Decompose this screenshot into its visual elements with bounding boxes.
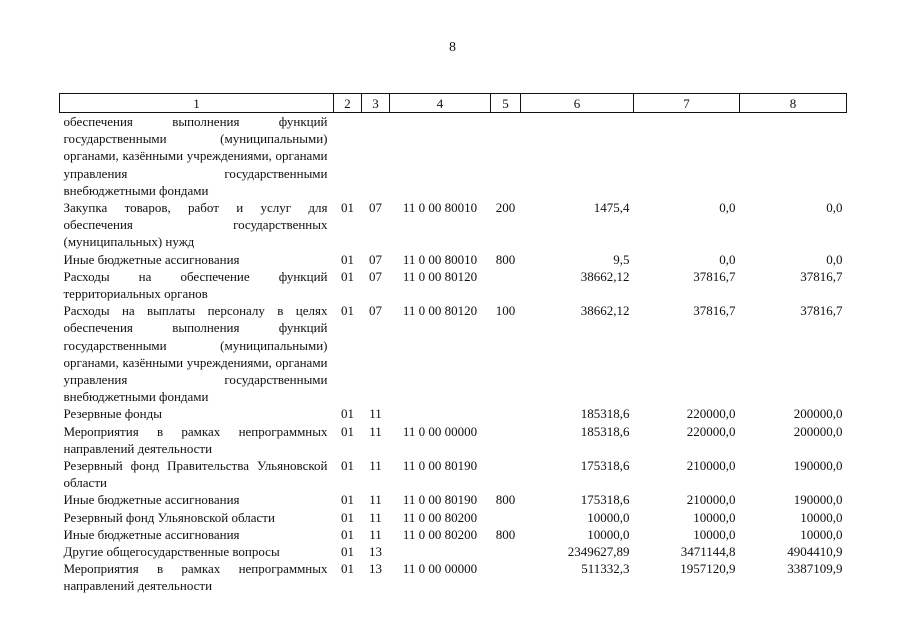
row-target-article: 11 0 00 80190 <box>402 492 478 508</box>
row-amount-col-7: 1957120,9 <box>680 561 736 577</box>
row-subsection-code: 11 <box>369 423 382 439</box>
row-subsection-code <box>362 113 390 200</box>
row-name: Резервный фонд Правительства Ульяновской области <box>63 458 328 491</box>
row-subsection-code: 11 <box>369 492 382 508</box>
row-amount-col-7: 210000,0 <box>686 458 736 474</box>
table-row <box>60 457 847 491</box>
table-row <box>60 423 847 457</box>
row-name: Расходы на выплаты персоналу в целях обеспечения выполнения функций государственными (муниципальными) органами, казёнными учреждениями, органами управления государственными внебюджетными фондами <box>63 303 328 405</box>
row-expense-type: 800 <box>495 251 516 267</box>
row-section-code: 01 <box>341 423 354 439</box>
row-name: Закупка товаров, работ и услуг для обеспечения государственных (муниципальных) нужд <box>63 200 328 250</box>
row-amount-col-7: 10000,0 <box>693 526 736 542</box>
row-subsection-code: 07 <box>369 303 382 319</box>
table-row <box>60 302 847 405</box>
row-name: Мероприятия в рамках непрограммных направлений деятельности <box>63 561 328 594</box>
row-subsection-code: 11 <box>369 526 382 542</box>
row-amount-col-8: 37816,7 <box>800 268 843 284</box>
header-col-1: 1 <box>60 94 334 113</box>
row-amount-col-6: 38662,12 <box>580 268 630 284</box>
row-amount-col-6: 10000,0 <box>587 509 630 525</box>
row-section-code: 01 <box>341 544 354 560</box>
row-amount-col-8: 37816,7 <box>800 303 843 319</box>
row-expense-type <box>491 543 521 560</box>
row-section-code: 01 <box>341 268 354 284</box>
row-amount-col-8: 190000,0 <box>793 458 843 474</box>
table-row <box>60 199 847 251</box>
row-target-article <box>390 113 491 200</box>
row-expense-type <box>491 509 521 526</box>
row-amount-col-6: 9,5 <box>613 251 630 267</box>
budget-table <box>59 93 847 595</box>
row-amount-col-7: 3471144,8 <box>680 544 736 560</box>
row-section-code: 01 <box>341 492 354 508</box>
row-section-code: 01 <box>341 509 354 525</box>
header-col-8: 8 <box>740 94 847 113</box>
row-amount-col-8: 4904410,9 <box>787 544 843 560</box>
row-amount-col-8: 200000,0 <box>793 423 843 439</box>
header-col-4: 4 <box>390 94 491 113</box>
row-subsection-code: 11 <box>369 458 382 474</box>
table-row <box>60 405 847 422</box>
row-expense-type: 100 <box>495 303 516 319</box>
row-name: Другие общегосударственные вопросы <box>63 544 280 560</box>
header-col-2: 2 <box>334 94 362 113</box>
row-target-article: 11 0 00 80120 <box>402 268 478 284</box>
row-amount-col-8 <box>740 113 847 200</box>
row-expense-type: 200 <box>495 200 516 216</box>
row-section-code <box>334 113 362 200</box>
row-target-article: 11 0 00 00000 <box>402 423 478 439</box>
row-amount-col-8: 3387109,9 <box>787 561 843 577</box>
row-name: Расходы на обеспечение функций территориальных органов <box>63 268 328 302</box>
row-target-article: 11 0 00 80190 <box>402 458 478 474</box>
row-subsection-code: 11 <box>369 509 382 525</box>
row-amount-col-6: 185318,6 <box>580 423 630 439</box>
table-row <box>60 526 847 543</box>
header-col-7: 7 <box>634 94 740 113</box>
row-amount-col-7: 220000,0 <box>686 423 736 439</box>
row-target-article: 11 0 00 80200 <box>402 509 478 525</box>
row-section-code: 01 <box>341 200 354 216</box>
row-name: обеспечения выполнения функций государственными (муниципальными) органами, казёнными учреждениями, органами управления государственными внебюджетными фондами <box>63 114 328 198</box>
header-col-5: 5 <box>491 94 521 113</box>
row-expense-type <box>491 113 521 200</box>
row-amount-col-8: 10000,0 <box>800 509 843 525</box>
row-amount-col-6: 10000,0 <box>587 526 630 542</box>
header-col-6: 6 <box>521 94 634 113</box>
table-row <box>60 509 847 526</box>
row-expense-type <box>491 560 521 594</box>
row-subsection-code: 13 <box>369 561 382 577</box>
row-name: Иные бюджетные ассигнования <box>63 492 240 508</box>
row-section-code: 01 <box>341 458 354 474</box>
row-section-code: 01 <box>341 561 354 577</box>
row-section-code: 01 <box>341 303 354 319</box>
row-section-code: 01 <box>341 251 354 267</box>
row-amount-col-8: 190000,0 <box>793 492 843 508</box>
row-subsection-code: 11 <box>369 406 382 422</box>
table-row <box>60 560 847 594</box>
table-header-row <box>60 94 847 113</box>
row-subsection-code: 07 <box>369 268 382 284</box>
row-amount-col-7: 37816,7 <box>693 303 736 319</box>
row-amount-col-6: 175318,6 <box>580 458 630 474</box>
row-expense-type <box>491 405 521 422</box>
row-target-article: 11 0 00 00000 <box>402 561 478 577</box>
row-section-code: 01 <box>341 406 354 422</box>
row-section-code: 01 <box>341 526 354 542</box>
row-expense-type <box>491 423 521 457</box>
row-amount-col-7: 220000,0 <box>686 406 736 422</box>
row-name: Иные бюджетные ассигнования <box>63 526 240 542</box>
row-amount-col-8: 0,0 <box>826 251 843 267</box>
table-row <box>60 113 847 200</box>
table-row <box>60 543 847 560</box>
page-number: 8 <box>449 40 456 55</box>
header-col-3: 3 <box>362 94 390 113</box>
table-row <box>60 268 847 302</box>
table-row <box>60 251 847 268</box>
row-amount-col-7: 10000,0 <box>693 509 736 525</box>
row-subsection-code: 07 <box>369 200 382 216</box>
row-amount-col-6: 2349627,89 <box>567 544 630 560</box>
row-amount-col-7: 0,0 <box>719 251 736 267</box>
row-amount-col-7: 210000,0 <box>686 492 736 508</box>
row-name: Иные бюджетные ассигнования <box>63 251 240 267</box>
row-target-article <box>390 405 491 422</box>
row-amount-col-8: 200000,0 <box>793 406 843 422</box>
row-amount-col-6: 1475,4 <box>593 200 630 216</box>
row-amount-col-6: 185318,6 <box>580 406 630 422</box>
row-subsection-code: 07 <box>369 251 382 267</box>
row-amount-col-6: 38662,12 <box>580 303 630 319</box>
row-amount-col-8: 10000,0 <box>800 526 843 542</box>
row-expense-type <box>491 457 521 491</box>
row-target-article: 11 0 00 80010 <box>402 200 478 216</box>
table-body <box>60 113 847 595</box>
row-amount-col-7: 37816,7 <box>693 268 736 284</box>
row-name: Резервный фонд Ульяновской области <box>63 509 275 525</box>
row-amount-col-6: 511332,3 <box>581 561 630 577</box>
row-expense-type <box>491 268 521 302</box>
row-expense-type: 800 <box>495 526 516 542</box>
row-target-article: 11 0 00 80120 <box>402 303 478 319</box>
row-amount-col-6: 175318,6 <box>580 492 630 508</box>
row-subsection-code: 13 <box>369 544 382 560</box>
row-expense-type: 800 <box>495 492 516 508</box>
row-amount-col-8: 0,0 <box>826 200 843 216</box>
table-row <box>60 491 847 508</box>
row-name: Мероприятия в рамках непрограммных направлений деятельности <box>63 423 328 456</box>
row-amount-col-7 <box>634 113 740 200</box>
row-name: Резервные фонды <box>63 406 162 422</box>
row-amount-col-6 <box>521 113 634 200</box>
row-target-article: 11 0 00 80010 <box>402 251 478 267</box>
row-amount-col-7: 0,0 <box>719 200 736 216</box>
row-target-article: 11 0 00 80200 <box>402 526 478 542</box>
row-target-article <box>390 543 491 560</box>
